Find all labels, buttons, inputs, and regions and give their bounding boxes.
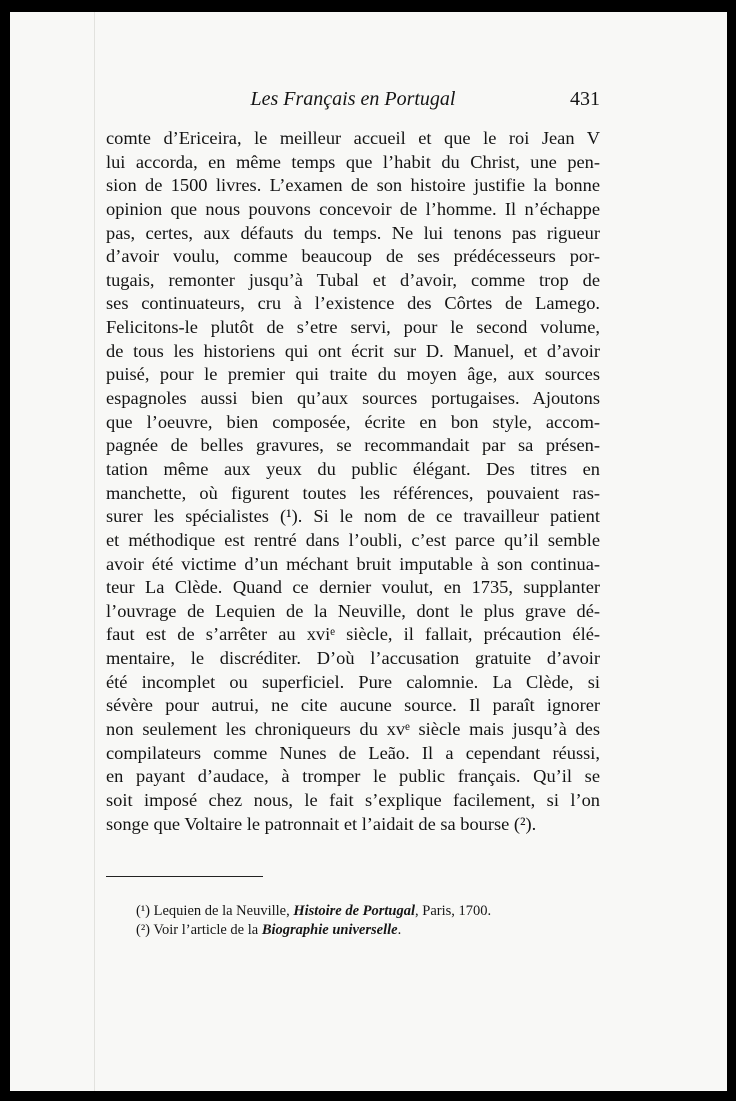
footnote-marker: (¹) — [136, 903, 151, 919]
footnote-text-end: . — [397, 922, 402, 938]
footnote-marker: (²) — [136, 922, 151, 938]
footnote-text-end: , Paris, 1700. — [415, 903, 492, 919]
text-line: que l’oeuvre, bien composée, écrite en bon style, accom- — [106, 411, 600, 432]
text-line: mentaire, le discréditer. D’où l’accusation gratuite d’avoir — [106, 648, 600, 669]
footnote — [136, 921, 606, 940]
text-line: en payant d’audace, à tromper le public français. Qu’il se — [106, 766, 600, 787]
text-line: ses continuateurs, cru à l’existence des Côrtes de Lamego. — [106, 293, 600, 314]
text-line: compilateurs comme Nunes de Leão. Il a cependant réussi, — [106, 742, 600, 763]
text-line: Felicitons-le plutôt de s’etre servi, pour le second volume, — [106, 317, 600, 338]
text-line: teur La Clède. Quand ce dernier voulut, en 1735, supplanter — [106, 577, 600, 598]
text-line: et méthodique est rentré dans l’oubli, c’est parce qu’il semble — [106, 529, 600, 550]
text-line: soit imposé chez nous, le fait s’explique facilement, si l’on — [106, 789, 600, 810]
text-line: pagnée de belles gravures, se recommandait par sa présen- — [106, 435, 600, 456]
footnote — [136, 902, 606, 921]
text-line: songe que Voltaire le patronnait et l’aidait de sa bourse (²). — [106, 813, 537, 834]
text-line: opinion que nous pouvons concevoir de l’homme. Il n’échappe — [106, 198, 600, 219]
text-line: tugais, remonter jusqu’à Tubal et d’avoir, comme trop de — [106, 269, 600, 290]
footnote-text: Voir l’article de la — [153, 922, 259, 938]
text-line: été incomplet ou superficiel. Pure calomnie. La Clède, si — [106, 671, 600, 692]
text-line: puisé, pour le premier qui traite du moyen âge, aux sources — [106, 364, 600, 385]
body-paragraph — [106, 127, 600, 836]
text-line: faut est de s’arrêter au xviᵉ siècle, il fallait, précaution élé- — [106, 624, 600, 645]
footnote-title: Histoire de Portugal — [293, 903, 416, 919]
footnote-text: Lequien de la Neuville, — [153, 903, 290, 919]
text-line: comte d’Ericeira, le meilleur accueil et que le roi Jean V — [106, 128, 600, 148]
text-line: non seulement les chroniqueurs du xvᵉ siècle mais jusqu’à des — [106, 719, 600, 740]
text-line: espagnoles aussi bien qu’aux sources portugaises. Ajoutons — [106, 388, 600, 409]
running-header — [106, 86, 600, 116]
footnotes — [136, 902, 606, 940]
book-page — [10, 12, 727, 1091]
page-number: 431 — [570, 88, 600, 110]
page-edge-shadow — [94, 12, 95, 1091]
footnote-title: Biographie universelle — [261, 922, 398, 938]
running-title: Les Français en Portugal — [250, 88, 456, 110]
text-line: tation même aux yeux du public élégant. Des titres en — [106, 458, 600, 479]
footnote-divider — [106, 876, 263, 877]
text-line: surer les spécialistes (¹). Si le nom de ce travailleur patient — [106, 506, 600, 527]
text-line: lui accorda, en même temps que l’habit du Christ, une pen- — [106, 151, 600, 172]
text-line: sion de 1500 livres. L’examen de son histoire justifie la bonne — [106, 175, 600, 196]
text-line: l’ouvrage de Lequien de la Neuville, dont le plus grave dé- — [106, 600, 600, 621]
text-line: pas, certes, aux défauts du temps. Ne lui tenons pas rigueur — [106, 222, 600, 243]
text-line: sévère pour autrui, ne cite aucune source. Il paraît ignorer — [106, 695, 600, 716]
text-line: d’avoir voulu, comme beaucoup de ses prédécesseurs por- — [106, 246, 600, 267]
text-line: avoir été victime d’un méchant bruit imputable à son continua- — [106, 553, 600, 574]
text-line: de tous les historiens qui ont écrit sur D. Manuel, et d’avoir — [106, 340, 600, 361]
text-line: manchette, où figurent toutes les références, pouvaient ras- — [106, 482, 600, 503]
